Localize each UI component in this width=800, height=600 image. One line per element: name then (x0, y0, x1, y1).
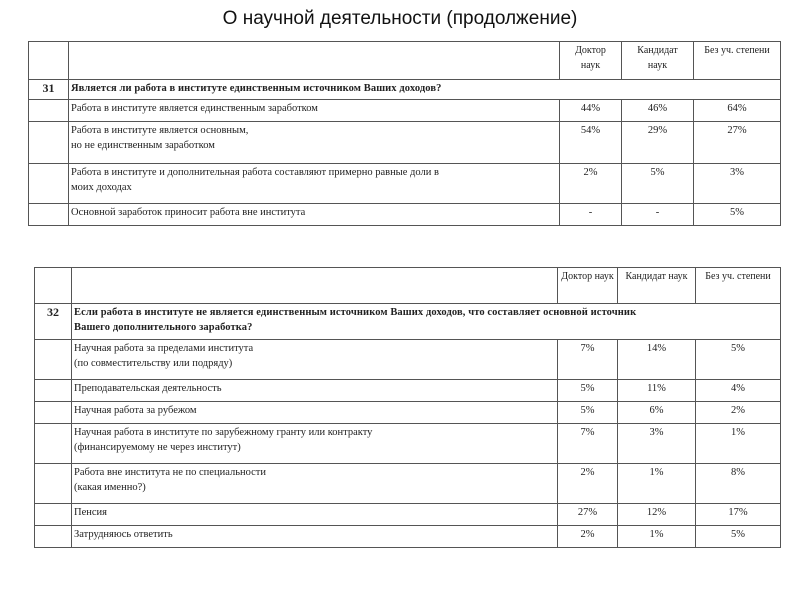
q31.rows.0.lines-line: Работа в институте является единственным заработком (71, 103, 318, 114)
column-header (694, 42, 781, 80)
q32.header_lines.0-line: Доктор наук (561, 271, 614, 282)
row-blank-cell (29, 100, 69, 122)
q32.rows.4.lines-line: (какая именно?) (74, 482, 146, 493)
table-row (35, 526, 781, 548)
question-32-table (34, 267, 781, 548)
column-header (560, 42, 622, 80)
answer-value: 12% (618, 504, 696, 526)
table-header-row (35, 268, 781, 304)
answer-label (72, 424, 558, 464)
table-row (35, 464, 781, 504)
row-blank-cell (29, 122, 69, 164)
answer-value: 2% (560, 164, 622, 204)
header-blank-cell (72, 268, 558, 304)
question-number: 32 (35, 304, 72, 340)
answer-value: 5% (622, 164, 694, 204)
answer-label (72, 380, 558, 402)
answer-value: 3% (694, 164, 781, 204)
answer-value: 2% (696, 402, 781, 424)
q32.header_lines.2-line: Без уч. степени (705, 271, 771, 282)
answer-value: 5% (558, 402, 618, 424)
q32.rows.5.lines-line: Пенсия (74, 507, 107, 518)
row-blank-cell (35, 526, 72, 548)
q32.rows.6.lines-line: Затрудняюсь ответить (74, 529, 173, 540)
row-blank-cell (29, 204, 69, 226)
answer-value: 64% (694, 100, 781, 122)
answer-value: 5% (558, 380, 618, 402)
answer-value: - (560, 204, 622, 226)
answer-value: 1% (618, 464, 696, 504)
q32.rows.4.lines-line: Работа вне института не по специальности (74, 467, 266, 478)
answer-value: 3% (618, 424, 696, 464)
q31.header_lines.0-line: Доктор (575, 45, 606, 56)
answer-label (72, 504, 558, 526)
q31.rows.1.lines-line: Работа в институте является основным, (71, 125, 249, 136)
answer-value: 1% (618, 526, 696, 548)
q32.rows.1.lines-line: Преподавательская деятельность (74, 383, 222, 394)
column-header (696, 268, 781, 304)
answer-value: 4% (696, 380, 781, 402)
q32.rows.0.lines-line: (по совместительству или подряду) (74, 358, 233, 369)
q32.question_lines-line: Вашего дополнительного заработка? (74, 322, 253, 333)
row-blank-cell (35, 464, 72, 504)
answer-value: 14% (618, 340, 696, 380)
table-row (29, 204, 781, 226)
column-header (558, 268, 618, 304)
answer-value: 7% (558, 424, 618, 464)
question-row (29, 80, 781, 100)
q32.question_lines-line: Если работа в институте не является единственным источником Ваших доходов, что составляет основной источник (74, 307, 637, 318)
answer-value: 5% (696, 526, 781, 548)
q31.header_lines.1-line: наук (647, 60, 668, 71)
answer-label (72, 402, 558, 424)
answer-label (69, 164, 560, 204)
row-blank-cell (35, 380, 72, 402)
column-header (618, 268, 696, 304)
question-text (72, 304, 781, 340)
answer-label (69, 204, 560, 226)
page-title: О научной деятельности (продолжение) (222, 8, 578, 29)
answer-value: 7% (558, 340, 618, 380)
row-blank-cell (35, 504, 72, 526)
question-31-table (28, 41, 781, 226)
question-text: Является ли работа в институте единственным источником Ваших доходов? (69, 80, 781, 100)
table-row (35, 424, 781, 464)
answer-value: 17% (696, 504, 781, 526)
table-header-row (29, 42, 781, 80)
answer-value: 29% (622, 122, 694, 164)
column-header (622, 42, 694, 80)
q31.rows.2.lines-line: моих доходах (71, 182, 132, 193)
answer-label (69, 100, 560, 122)
q32.rows.3.lines-line: (финансируемому не через институт) (74, 442, 241, 453)
row-blank-cell (35, 340, 72, 380)
q32.rows.2.lines-line: Научная работа за рубежом (74, 405, 197, 416)
table-row (35, 504, 781, 526)
q31.rows.2.lines-line: Работа в институте и дополнительная работа составляют примерно равные доли в (71, 167, 439, 178)
question-row (35, 304, 781, 340)
table-row (35, 340, 781, 380)
table-row (29, 164, 781, 204)
table-row (35, 402, 781, 424)
q31.header_lines.1-line: Кандидат (637, 45, 678, 56)
row-blank-cell (35, 402, 72, 424)
q31.rows.1.lines-line: но не единственным заработком (71, 140, 215, 151)
header-blank-cell (29, 42, 69, 80)
answer-value: 44% (560, 100, 622, 122)
table-row (29, 122, 781, 164)
question-number: 31 (29, 80, 69, 100)
answer-value: 2% (558, 526, 618, 548)
answer-value: 11% (618, 380, 696, 402)
answer-label (72, 464, 558, 504)
header-blank-cell (35, 268, 72, 304)
answer-value: - (622, 204, 694, 226)
answer-value: 6% (618, 402, 696, 424)
answer-value: 54% (560, 122, 622, 164)
answer-value: 1% (696, 424, 781, 464)
q32.rows.3.lines-line: Научная работа в институте по зарубежному гранту или контракту (74, 427, 373, 438)
answer-value: 8% (696, 464, 781, 504)
answer-value: 46% (622, 100, 694, 122)
answer-value: 2% (558, 464, 618, 504)
q32.rows.0.lines-line: Научная работа за пределами института (74, 343, 254, 354)
answer-value: 27% (558, 504, 618, 526)
answer-label (72, 526, 558, 548)
table-row (35, 380, 781, 402)
answer-value: 5% (694, 204, 781, 226)
row-blank-cell (35, 424, 72, 464)
header-blank-cell (69, 42, 560, 80)
q32.header_lines.1-line: Кандидат наук (625, 271, 688, 282)
q31.header_lines.0-line: наук (580, 60, 601, 71)
answer-label (72, 340, 558, 380)
answer-label (69, 122, 560, 164)
table-row (29, 100, 781, 122)
q31.rows.3.lines-line: Основной заработок приносит работа вне института (71, 207, 306, 218)
answer-value: 5% (696, 340, 781, 380)
q31.header_lines.2-line: Без уч. степени (704, 45, 770, 56)
row-blank-cell (29, 164, 69, 204)
answer-value: 27% (694, 122, 781, 164)
